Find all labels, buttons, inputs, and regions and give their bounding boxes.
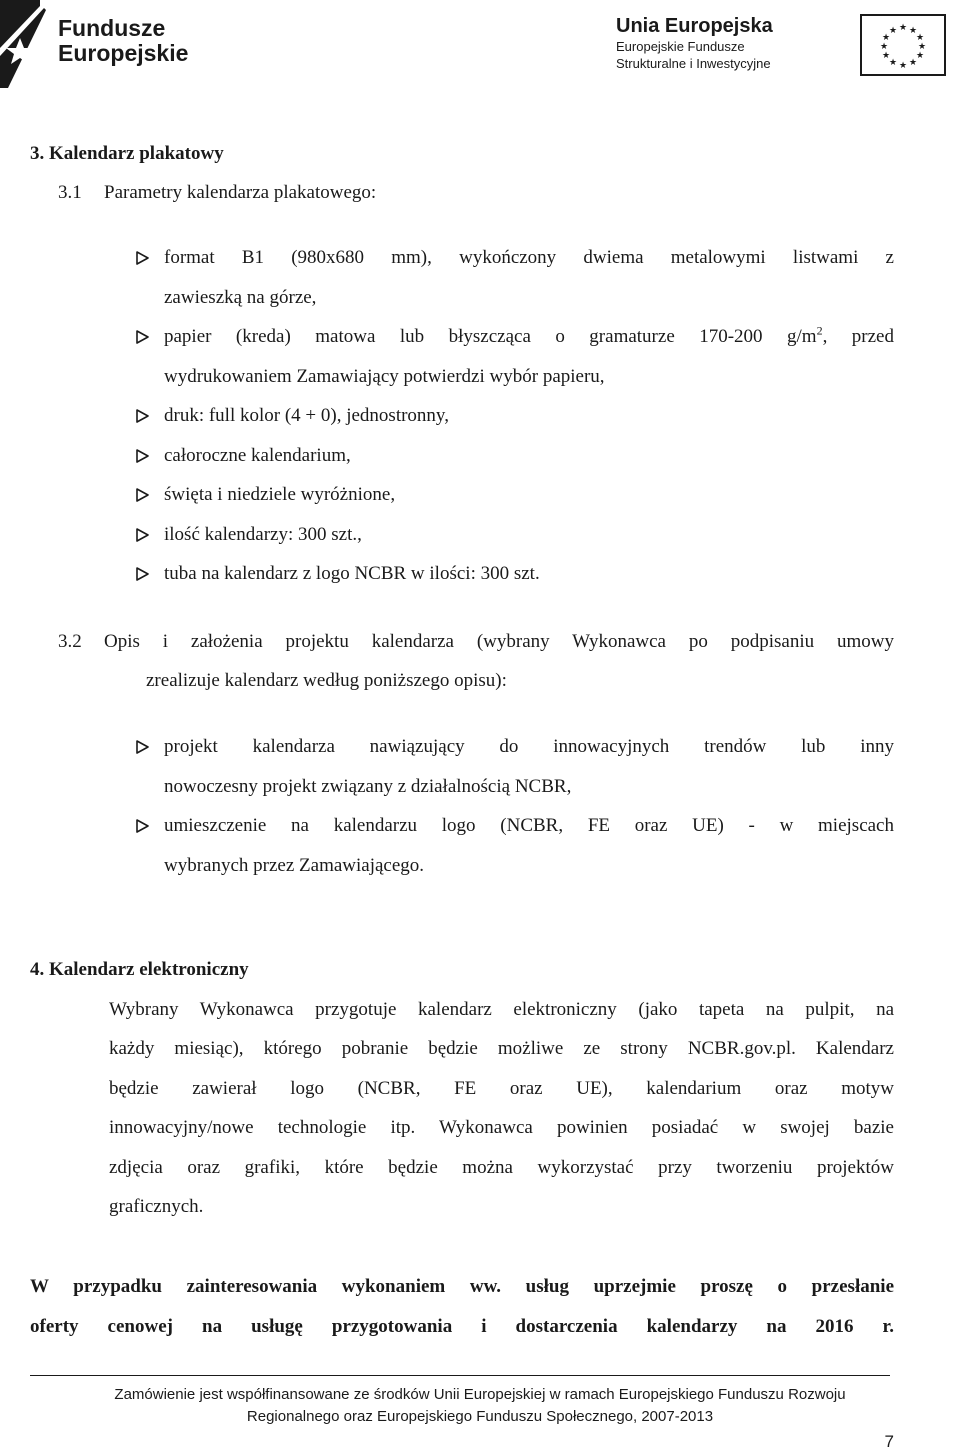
arrow-bullet-icon [136, 819, 150, 833]
arrow-bullet-icon [136, 528, 150, 542]
eu-flag-icon [860, 14, 946, 76]
sub31-bullet-7: tuba na kalendarz z logo NCBR w ilości: 300 szt. [164, 563, 540, 584]
arrow-bullet-icon [136, 740, 150, 754]
footer-divider [30, 1375, 890, 1376]
section4-line5: zdjęcia oraz grafiki, które będzie można wykorzystać przy tworzeniu projektów [109, 1157, 894, 1178]
arrow-bullet-icon [136, 409, 150, 423]
sub32-bullet-1-line1: projekt kalendarza nawiązujący do innowacyjnych trendów lub inny [164, 736, 894, 757]
sub31-bullet-2-text: papier (kreda) matowa lub błyszcząca o gramaturze 170-200 g/m [164, 326, 817, 347]
arrow-bullet-icon [136, 488, 150, 502]
fe-logo-line2: Europejskie [58, 40, 189, 66]
sub31-bullet-1-line1: format B1 (980x680 mm), wykończony dwiema metalowymi listwami z [164, 247, 894, 268]
section4-line2: każdy miesiąc), którego pobranie będzie możliwe ze strony NCBR.gov.pl. Kalendarz [109, 1038, 894, 1059]
svg-text:★: ★ [898, 23, 908, 33]
sub31-bullet-2-text-end: , przed [822, 326, 894, 347]
superscript-2: 2 [816, 323, 823, 338]
fe-star-icon [0, 0, 56, 88]
sub32-bullet-2-line1: umieszczenie na kalendarzu logo (NCBR, FE oraz UE) - w miejscach [164, 815, 894, 836]
section4-line3: będzie zawierał logo (NCBR, FE oraz UE), kalendarium oraz motyw [109, 1078, 894, 1099]
ue-logo-line1: Europejskie Fundusze [616, 39, 745, 54]
svg-text:★: ★ [898, 61, 908, 71]
footer [0, 1384, 960, 1428]
svg-text:★: ★ [908, 58, 918, 68]
section4-line6: graficznych. [109, 1196, 204, 1217]
sub31-bullet-1-line2: zawieszką na górze, [164, 287, 317, 308]
arrow-bullet-icon [136, 251, 150, 265]
svg-text:★: ★ [917, 42, 927, 52]
ue-logo-line2: Strukturalne i Inwestycyjne [616, 56, 771, 71]
sub31-bullet-5: święta i niedziele wyróżnione, [164, 484, 396, 505]
page-number: 7 [884, 1432, 894, 1451]
sub32-number: 3.2 [58, 631, 82, 652]
section4-line4: innowacyjny/nowe technologie itp. Wykonawca powinien posiadać w swojej bazie [109, 1117, 894, 1138]
svg-text:★: ★ [888, 26, 898, 36]
sub32-bullet-2-line2: wybranych przez Zamawiającego. [164, 855, 425, 876]
sub31-bullet-2-line2: wydrukowaniem Zamawiający potwierdzi wybór papieru, [164, 366, 605, 387]
arrow-bullet-icon [136, 567, 150, 581]
section4-heading: 4. Kalendarz elektroniczny [30, 959, 249, 980]
sub31-number: 3.1 [58, 182, 82, 203]
svg-text:★: ★ [881, 33, 891, 43]
arrow-bullet-icon [136, 449, 150, 463]
ue-logo-title: Unia Europejska [616, 15, 773, 37]
svg-text:★: ★ [915, 51, 925, 61]
sub32-title-line2: zrealizuje kalendarz według poniższego opisu): [146, 670, 507, 691]
closing-line1: W przypadku zainteresowania wykonaniem ww. usług uprzejmie proszę o przesłanie [30, 1276, 894, 1297]
section4-line1: Wybrany Wykonawca przygotuje kalendarz elektroniczny (jako tapeta na pulpit, na [109, 999, 894, 1020]
section3-heading: 3. Kalendarz plakatowy [30, 143, 224, 164]
footer-line1: Zamówienie jest współfinansowane ze środków Unii Europejskiej w ramach Europejskiego Funduszu Rozwoju [114, 1386, 846, 1403]
fundusze-europejskie-logo [0, 0, 200, 90]
sub31-bullet-2-line1 [164, 317, 894, 357]
sub32-title-line1: Opis i założenia projektu kalendarza (wybrany Wykonawca po podpisaniu umowy [104, 631, 894, 652]
closing-line2: oferty cenowej na usługę przygotowania i dostarczenia kalendarzy na 2016 r. [30, 1316, 894, 1337]
sub32-bullet-1-line2: nowoczesny projekt związany z działalnością NCBR, [164, 776, 572, 797]
sub31-bullet-4: całoroczne kalendarium, [164, 445, 351, 466]
svg-text:★: ★ [888, 58, 898, 68]
arrow-bullet-icon [136, 330, 150, 344]
sub31-title: Parametry kalendarza plakatowego: [104, 182, 377, 203]
svg-text:★: ★ [915, 33, 925, 43]
footer-line2: Regionalnego oraz Europejskiego Funduszu Społecznego, 2007-2013 [246, 1408, 714, 1425]
svg-text:★: ★ [879, 42, 889, 52]
svg-text:★: ★ [908, 26, 918, 36]
sub31-bullet-6: ilość kalendarzy: 300 szt., [164, 524, 362, 545]
sub31-bullet-3: druk: full kolor (4 + 0), jednostronny, [164, 405, 449, 426]
fe-logo-line1: Fundusze [58, 15, 166, 41]
svg-text:★: ★ [881, 51, 891, 61]
